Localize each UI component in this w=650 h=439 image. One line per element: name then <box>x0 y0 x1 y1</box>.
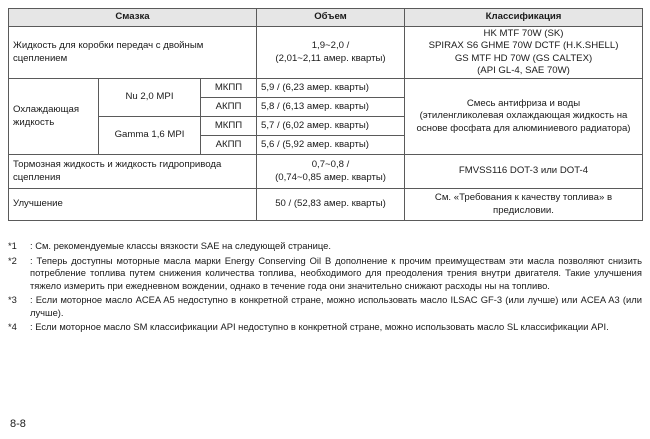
improvement-classification: См. «Требования к качеству топлива» в предисловии. <box>405 189 643 221</box>
coolant-trans: АКПП <box>201 136 257 155</box>
table-header-row <box>9 9 643 27</box>
footnote-marker: *4 <box>8 321 17 332</box>
coolant-trans: МКПП <box>201 79 257 98</box>
coolant-volume: 5,7 / (6,02 амер. кварты) <box>257 117 405 136</box>
table-row-improvement <box>9 189 643 221</box>
improvement-name: Улучшение <box>9 189 257 221</box>
gearbox-class-line3: GS MTF HD 70W (GS CALTEX) <box>454 52 593 64</box>
brake-volume-line2: (0,74~0,85 амер. кварты) <box>275 171 386 183</box>
header-volume: Объем <box>257 9 405 27</box>
brake-volume-line1: 0,7~0,8 / <box>311 159 350 171</box>
gearbox-class-line1: HK MTF 70W (SK) <box>483 28 564 39</box>
brake-name: Тормозная жидкость и жидкость гидропривода сцепления <box>9 155 257 189</box>
coolant-class-line1: Смесь антифриза и воды <box>466 98 581 110</box>
coolant-classification <box>405 79 643 155</box>
coolant-name: Охлаждающая жидкость <box>9 79 99 155</box>
coolant-trans: МКПП <box>201 117 257 136</box>
footnote-marker: *3 <box>8 294 17 305</box>
footnote-marker: *2 <box>8 254 17 266</box>
gearbox-classification <box>405 27 643 79</box>
gearbox-volume-line2: (2,01~2,11 амер. кварты) <box>275 52 386 64</box>
header-lubricant: Смазка <box>9 9 257 27</box>
table-row-gearbox <box>9 27 643 79</box>
coolant-class-line2: (этиленгликолевая охлаждающая жидкость на основе фосфата для алюминиевого радиатора) <box>416 110 631 134</box>
table-row-brake <box>9 155 643 189</box>
footnote <box>8 255 642 293</box>
footnote-text: : Теперь доступны моторные масла марки Energy Conserving Oil В дополнение к прочим преимуществам эти масла позволяют снизить потребление топлива путем снижения количества топлива, необходимого для преодоления трения внутри двигателя. Такие улучшения тяжело измерить при ежедневном вождении, однако в течение года они значительно снижают расходы ны на топливо. <box>30 254 642 291</box>
brake-volume <box>257 155 405 189</box>
coolant-trans: АКПП <box>201 98 257 117</box>
footnote <box>8 294 642 319</box>
footnote-text: : Если моторное масло SM классификации API недоступно в конкретной стране, можно использовать масло SL классификации API. <box>30 321 609 332</box>
footnote <box>8 321 642 334</box>
coolant-engine-gamma: Gamma 1,6 MPI <box>99 117 201 155</box>
footnote <box>8 240 642 253</box>
gearbox-class-line2: SPIRAX S6 GHME 70W DCTF (H.K.SHELL) <box>428 40 619 52</box>
page-number: 8-8 <box>10 418 26 430</box>
improvement-volume: 50 / (52,83 амер. кварты) <box>257 189 405 221</box>
footnote-text: : Если моторное масло ACEA A5 недоступно в конкретной стране, можно использовать масло ILSAC GF-3 (или лучше) или ACEA A3 (или лучше). <box>30 294 642 318</box>
footnote-marker: *1 <box>8 240 17 251</box>
footnotes <box>8 240 642 336</box>
gearbox-volume <box>257 27 405 79</box>
coolant-volume: 5,9 / (6,23 амер. кварты) <box>257 79 405 98</box>
header-classification: Классификация <box>405 9 643 27</box>
gearbox-class-line4: (API GL-4, SAE 70W) <box>477 64 570 76</box>
coolant-volume: 5,8 / (6,13 амер. кварты) <box>257 98 405 117</box>
gearbox-name: Жидкость для коробки передач с двойным сцеплением <box>9 27 257 79</box>
coolant-volume: 5,6 / (5,92 амер. кварты) <box>257 136 405 155</box>
coolant-engine-nu: Nu 2,0 MPI <box>99 79 201 117</box>
table-row-coolant <box>9 79 643 98</box>
footnote-text: : См. рекомендуемые классы вязкости SAE на следующей странице. <box>30 240 331 251</box>
brake-classification: FMVSS116 DOT-3 или DOT-4 <box>405 155 643 189</box>
gearbox-volume-line1: 1,9~2,0 / <box>311 40 350 52</box>
lubricants-table <box>8 8 643 221</box>
